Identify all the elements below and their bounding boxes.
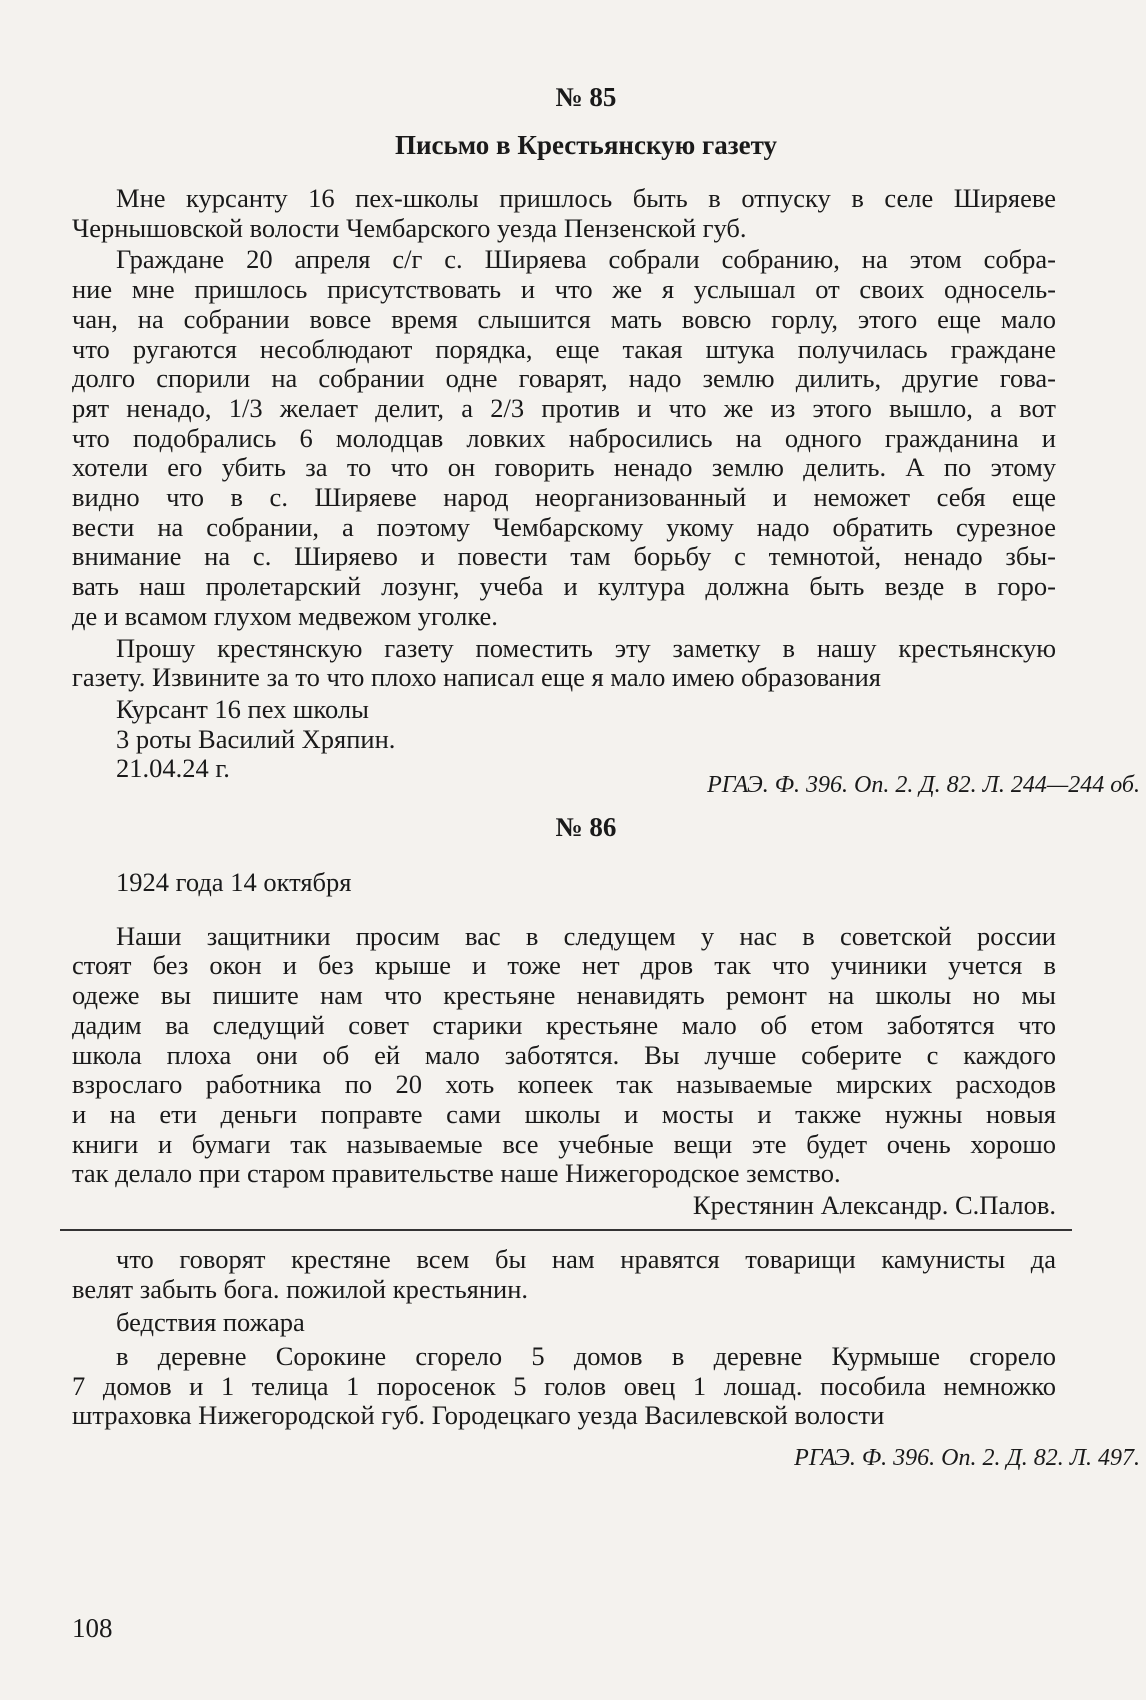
text-line: школа плоха они об ей мало заботятся. Вы лучше соберите с каждого: [72, 1039, 1056, 1070]
text-line: что ругаются несоблюдают порядка, еще такая штука получилась граждане: [72, 333, 1056, 364]
doc86-paragraph: [72, 920, 1056, 1189]
signature-line: Курсант 16 пех школы: [116, 693, 369, 724]
text-line: взрослаго работника по 20 хоть копеек так называемые мирских расходов: [72, 1069, 1056, 1100]
text-line: одеже вы пишите нам что крестьяне ненавидять ремонт на школы но мы: [72, 980, 1056, 1011]
doc85-paragraph-1: [72, 183, 1056, 243]
signature-line: 3 роты Василий Хряпин.: [116, 723, 396, 754]
source-reference-85: РГАЭ. Ф. 396. Оп. 2. Д. 82. Л. 244—244 об.: [707, 772, 1140, 799]
document-title-85: Письмо в Крестьянскую газету: [394, 130, 778, 160]
signature-line: 21.04.24 г.: [116, 753, 230, 784]
text-line: что говорят крестяне всем бы нам нравятся товарищи камунисты да: [116, 1243, 1056, 1274]
text-line: вать наш пролетарский лозунг, учеба и култура должна быть везде в горо-: [72, 571, 1056, 602]
text-line: вести на собрании, а поэтому Чембарскому укому надо обратить сурезное: [72, 511, 1056, 542]
doc85-paragraph-2: [72, 244, 1056, 631]
doc85-paragraph-3: [72, 632, 1056, 693]
doc86-signature: Крестянин Александр. С.Палов.: [692, 1190, 1056, 1221]
text-line: штраховка Нижегородской губ. Городецкаго уезда Василевской волости: [72, 1400, 885, 1431]
text-line: 7 домов и 1 телица 1 поросенок 5 голов овец 1 лошад. пособила немножко: [72, 1370, 1056, 1401]
letter-date: 1924 года 14 октября: [116, 867, 352, 898]
text-line: видно что в с. Ширяеве народ неорганизованный и неможет себя еще: [72, 482, 1056, 513]
text-line: газету. Извините за то что плохо написал еще я мало имею образования: [72, 662, 881, 693]
text-line: велят забыть бога. пожилой крестьянин.: [72, 1273, 529, 1304]
text-line: и на ети деньги поправте сами школы и мосты и также нужны новыя: [72, 1098, 1056, 1129]
text-line: дадим ва следущий совет старики крестьяне мало об етом заботятся что: [72, 1009, 1056, 1040]
text-line: Наши защитники просим вас в следущем у нас в советской россии: [116, 920, 1056, 951]
text-line: чан, на собрании вовсе время слышится мать вовсю горлу, этого еще мало: [72, 303, 1056, 334]
text-line: де и всамом глухом медвежом уголке.: [72, 600, 498, 631]
document-number-85: № 85: [555, 82, 617, 112]
text-line: в деревне Сорокине сгорело 5 домов в деревне Курмыше сгорело: [116, 1340, 1056, 1371]
document-number-86: № 86: [555, 812, 617, 843]
text-line: книги и бумаги так называемые все учебные вещи эте будет очень хорошо: [72, 1128, 1056, 1159]
text-line: рят ненадо, 1/3 желает делит, а 2/3 против и что же из этого вышло, а вот: [72, 392, 1056, 423]
section-divider: [60, 1229, 1072, 1231]
doc86-note-2: [72, 1340, 1056, 1431]
text-line: хотели его убить за то что он говорить ненадо землю делить. А по этому: [72, 452, 1056, 483]
text-line: внимание на с. Ширяево и повести там борьбу с темнотой, ненадо збы-: [72, 541, 1056, 572]
text-line: Мне курсанту 16 пех-школы пришлось быть в отпуску в селе Ширяеве: [116, 183, 1056, 213]
page-number: 108: [72, 1613, 113, 1643]
text-line: ние мне пришлось присутствовать и что же я услышал от своих односель-: [72, 274, 1056, 305]
source-reference-86: РГАЭ. Ф. 396. Оп. 2. Д. 82. Л. 497.: [794, 1445, 1140, 1472]
text-line: что подобрались 6 молодцав ловких набросились на одного гражданина и: [72, 422, 1056, 453]
text-line: Чернышовской волости Чембарского уезда Пензенской губ.: [72, 212, 747, 243]
doc86-note-1: [72, 1243, 1056, 1304]
text-line: стоят без окон и без крыше и тоже нет дров так что учиники учется в: [72, 950, 1056, 981]
doc86-note-2-title: бедствия пожара: [116, 1307, 305, 1338]
text-line: Граждане 20 апреля с/г с. Ширяева собрали собранию, на этом собра-: [116, 244, 1056, 275]
text-line: долго спорили на собрании одне говарят, надо землю дилить, другие гова-: [72, 363, 1056, 394]
page-body: [72, 80, 1140, 1473]
text-line: Прошу крестянскую газету поместить эту заметку в нашу крестьянскую: [116, 632, 1056, 663]
text-line: так делало при старом правительстве наше Нижегородское земство.: [72, 1158, 841, 1189]
